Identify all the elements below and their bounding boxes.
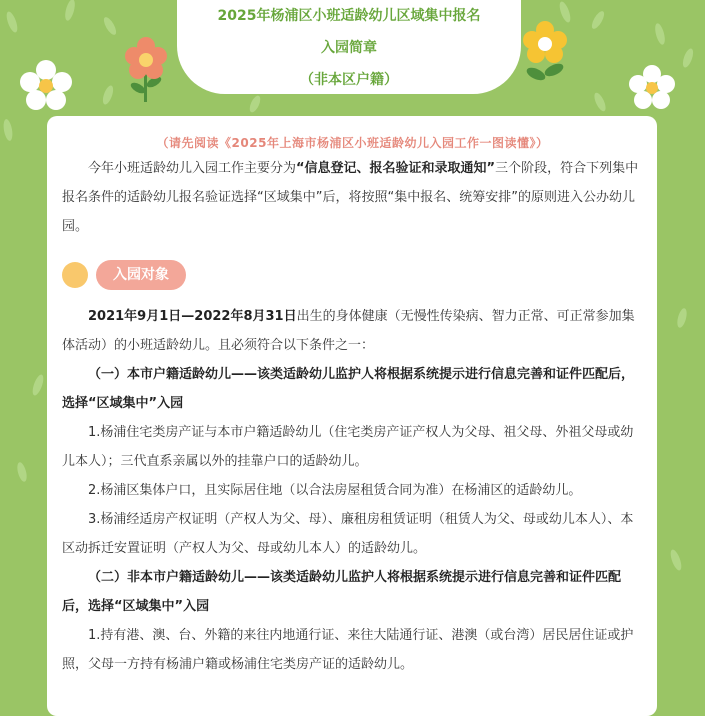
intro-text-pre: 今年小班适龄幼儿入园工作主要分为 [88, 161, 297, 176]
leaf-decoration [63, 0, 76, 22]
group2-heading-text: （二）非本市户籍适龄幼儿——该类适龄幼儿监护人将根据系统提示进行信息完善和证件匹配后，选择“区域集中”入园 [62, 570, 622, 614]
section-dot-icon [62, 262, 88, 288]
leaf-decoration [102, 15, 119, 36]
eligibility-paragraph [62, 302, 644, 360]
white-flower-left [20, 60, 72, 110]
page-title-line2: 入园简章 [321, 40, 377, 56]
leaf-decoration [248, 94, 263, 114]
leaf-decoration [16, 461, 29, 482]
group1-item: 2.杨浦区集体户口，且实际居住地（以合法房屋租赁合同为准）在杨浦区的适龄幼儿。 [88, 483, 582, 498]
group1-item: 1.杨浦住宅类房产证与本市户籍适龄幼儿（住宅类房产证产权人为父母、祖父母、外祖父母或幼儿本人）；三代直系亲属以外的挂靠户口的适龄幼儿。 [62, 425, 634, 469]
leaf-decoration [592, 91, 608, 113]
intro-text-post: 三个阶段，符合下列集中报名条件的适龄幼儿报名验证选择“区域集中”后，将按照“集中报名、统筹安排”的原则进入公办幼儿园。 [62, 161, 639, 234]
title-card [177, 0, 521, 94]
intro-text-bold: “信息登记、报名验证和录取通知” [296, 161, 496, 176]
group1-heading-text: （一）本市户籍适龄幼儿——该类适龄幼儿监护人将根据系统提示进行信息完善和证件匹配后，选择“区域集中”入园 [62, 367, 635, 411]
leaf-decoration [590, 9, 607, 30]
group2-item: 1.持有港、澳、台、外籍的来往内地通行证、来往大陆通行证、港澳（或台湾）居民居住证或护照，父母一方持有杨浦户籍或杨浦住宅类房产证的适龄幼儿。 [62, 628, 634, 672]
main-body [62, 302, 644, 679]
group1-heading [62, 360, 644, 418]
page-title-line3: （非本区户籍） [300, 72, 398, 88]
birth-date-range: 2021年9月1日—2022年8月31日 [88, 309, 297, 324]
leaf-decoration [653, 22, 666, 45]
leaf-decoration [30, 373, 45, 396]
eligibility-text: 出生的身体健康（无慢性传染病、智力正常、可正常参加集体活动）的小班适龄幼儿。且必须符合以下条件之一： [62, 309, 635, 353]
group2-heading [62, 563, 644, 621]
section-label: 入园对象 [96, 260, 186, 290]
intro-paragraph [62, 154, 644, 241]
leaf-decoration [681, 47, 695, 69]
leaf-decoration [668, 548, 683, 571]
page-title-line1: 2025年杨浦区小班适龄幼儿区域集中报名 [217, 8, 481, 24]
leaf-decoration [676, 307, 689, 328]
leaf-decoration [101, 84, 115, 106]
reading-notice: （请先阅读《2025年上海市杨浦区小班适龄幼儿入园工作一图读懂》） [156, 136, 549, 150]
yellow-flower [523, 21, 567, 83]
white-flower-right [629, 65, 675, 109]
group1-item: 3.杨浦经适房产权证明（产权人为父、母）、廉租房租赁证明（租赁人为父、母或幼儿本人）、本区动拆迁安置证明（产权人为父、母或幼儿本人）的适龄幼儿。 [62, 512, 634, 556]
leaf-decoration [557, 0, 572, 23]
pink-flower [125, 37, 167, 102]
leaf-decoration [4, 10, 19, 33]
